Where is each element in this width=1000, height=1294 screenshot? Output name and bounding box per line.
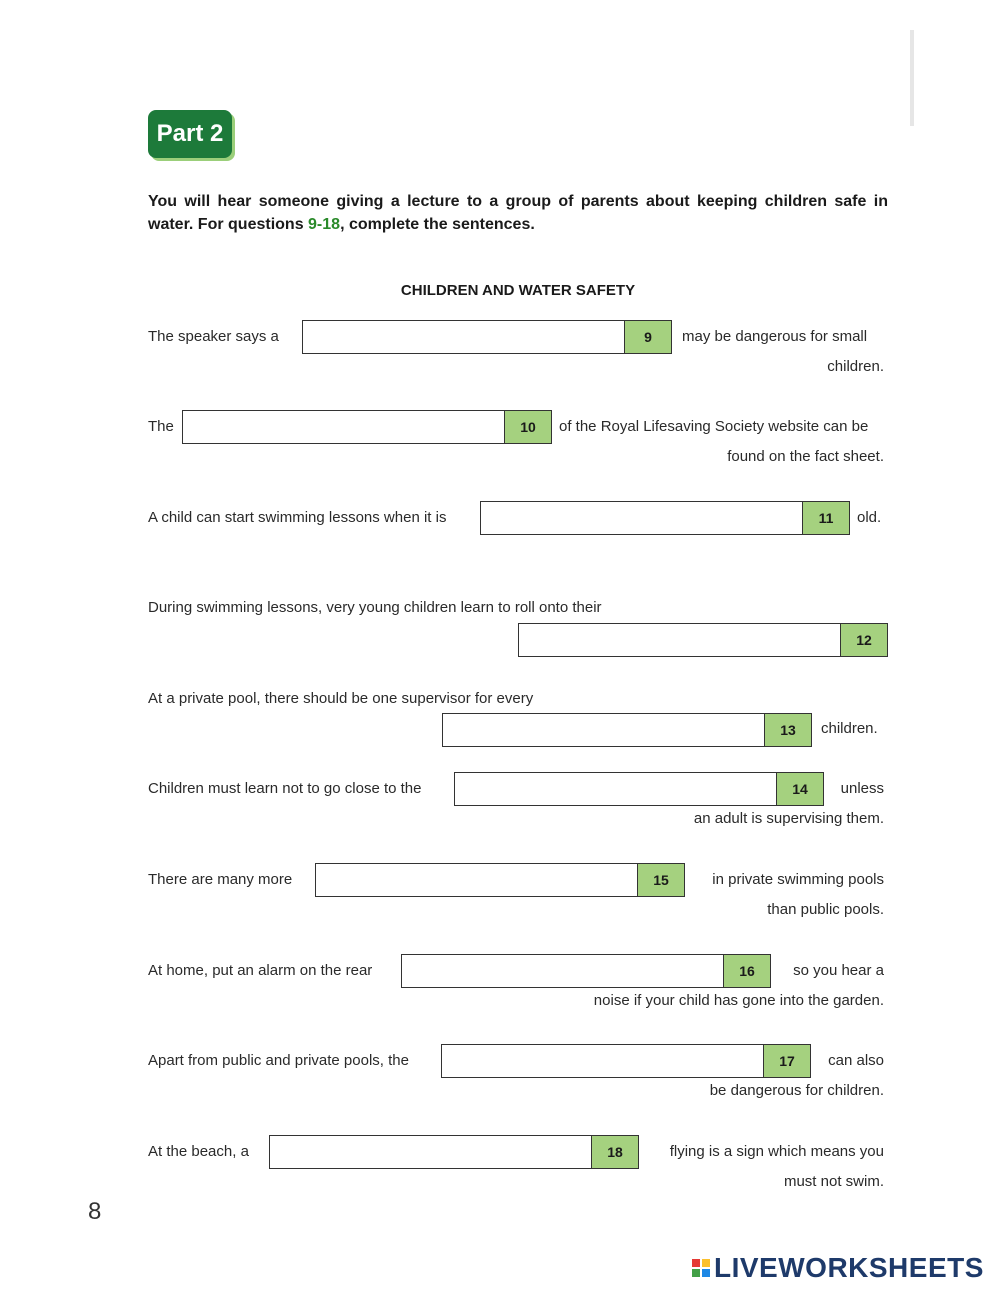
q9-suffix-line2: children. bbox=[827, 358, 884, 375]
q15-suffix-line2: than public pools. bbox=[767, 901, 884, 918]
answer-input-10[interactable] bbox=[182, 410, 552, 444]
q9-prefix: The speaker says a bbox=[148, 328, 279, 345]
q17-suffix-line2: be dangerous for children. bbox=[709, 1082, 884, 1099]
q18-suffix-line2: must not swim. bbox=[783, 1173, 884, 1190]
answer-input-15[interactable] bbox=[315, 863, 685, 897]
q15-suffix: in private swimming pools bbox=[712, 871, 884, 888]
q15-prefix: There are many more bbox=[148, 871, 293, 888]
page-number: 8 bbox=[88, 1198, 102, 1225]
instructions: You will hear someone giving a lecture to a group of parents about keeping children safe in water. For questions 9-18, complete the sentences. bbox=[148, 193, 888, 233]
answer-input-18[interactable] bbox=[269, 1135, 639, 1169]
answer-input-12[interactable] bbox=[518, 623, 888, 657]
q10-suffix-line2: found on the fact sheet. bbox=[727, 448, 884, 465]
answer-input-17[interactable] bbox=[441, 1044, 811, 1078]
q14-suffix: unless bbox=[840, 780, 884, 797]
part-badge: Part 2 bbox=[148, 110, 232, 158]
question-number-14: 14 bbox=[776, 773, 823, 805]
question-number-12: 12 bbox=[840, 624, 887, 656]
answer-input-11[interactable] bbox=[480, 501, 850, 535]
q11-prefix: A child can start swimming lessons when it is bbox=[148, 509, 447, 526]
brand-name: LIVEWORKSHEETS bbox=[714, 1252, 984, 1283]
question-number-15: 15 bbox=[637, 864, 684, 896]
q11-suffix: old. bbox=[857, 509, 882, 526]
answer-input-9[interactable] bbox=[302, 320, 672, 354]
q18-suffix: flying is a sign which means you bbox=[669, 1143, 884, 1160]
q14-prefix: Children must learn not to go close to the bbox=[148, 780, 422, 797]
q9-suffix: may be dangerous for small bbox=[682, 328, 868, 345]
question-number-17: 17 bbox=[763, 1045, 810, 1077]
q17-prefix: Apart from public and private pools, the bbox=[148, 1052, 409, 1069]
q17-suffix: can also bbox=[828, 1052, 884, 1069]
answer-input-14[interactable] bbox=[454, 772, 824, 806]
q14-suffix-line2: an adult is supervising them. bbox=[693, 810, 884, 827]
question-number-13: 13 bbox=[764, 714, 811, 746]
q12-prefix: During swimming lessons, very young children learn to roll onto their bbox=[148, 599, 602, 616]
section-title: CHILDREN AND WATER SAFETY bbox=[400, 282, 636, 299]
q10-suffix: of the Royal Lifesaving Society website can be bbox=[559, 418, 869, 435]
q16-suffix-line2: noise if your child has gone into the garden. bbox=[593, 992, 884, 1009]
question-number-9: 9 bbox=[624, 321, 671, 353]
question-number-11: 11 bbox=[802, 502, 849, 534]
q10-prefix: The bbox=[148, 418, 174, 435]
liveworksheets-logo[interactable] bbox=[692, 1252, 984, 1284]
q13-suffix: children. bbox=[821, 720, 878, 737]
answer-input-16[interactable] bbox=[401, 954, 771, 988]
question-range: 9-18 bbox=[308, 216, 341, 233]
answer-input-13[interactable] bbox=[442, 713, 812, 747]
q18-prefix: At the beach, a bbox=[148, 1143, 249, 1160]
liveworksheets-logo-icon bbox=[692, 1259, 710, 1277]
q13-prefix: At a private pool, there should be one supervisor for every bbox=[148, 690, 534, 707]
page-edge-shadow bbox=[910, 30, 914, 126]
q16-prefix: At home, put an alarm on the rear bbox=[148, 962, 373, 979]
question-number-10: 10 bbox=[504, 411, 551, 443]
question-number-18: 18 bbox=[591, 1136, 638, 1168]
question-number-16: 16 bbox=[723, 955, 770, 987]
q16-suffix: so you hear a bbox=[793, 962, 884, 979]
